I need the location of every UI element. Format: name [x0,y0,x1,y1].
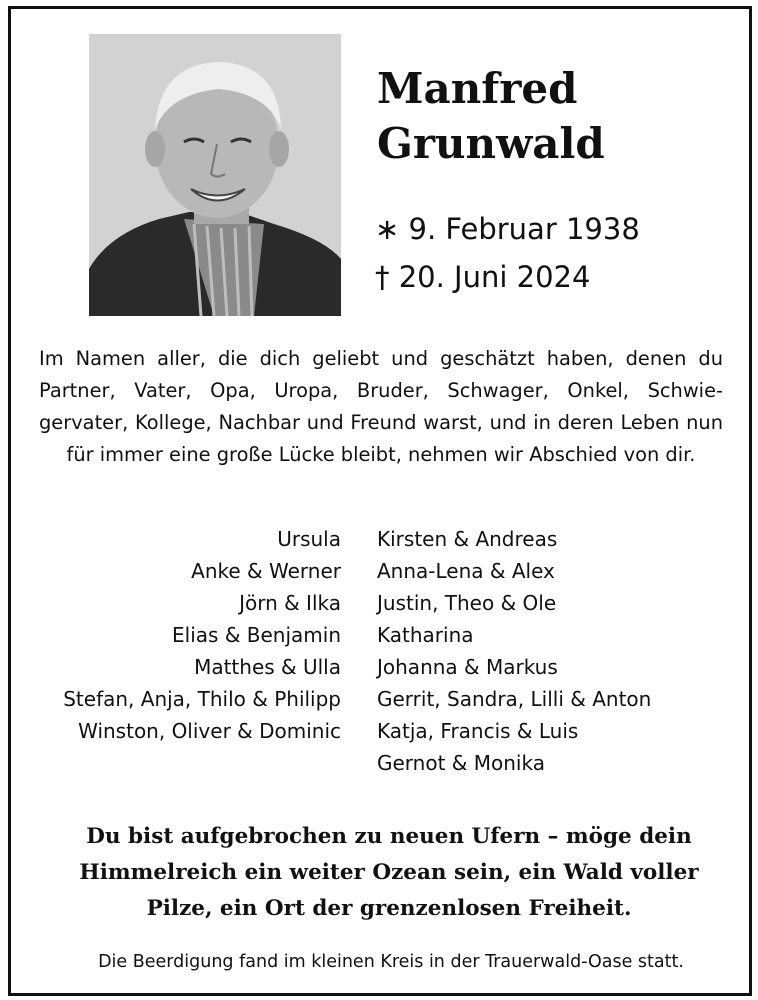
mourner-name: Johanna & Markus [377,655,558,679]
mourner-name: Justin, Theo & Ole [377,591,557,615]
mourner-name: Kirsten & Andreas [377,527,558,551]
portrait-photo [89,34,341,316]
mourners-left-column [29,523,341,747]
mourners-right-column [377,523,747,779]
quote-line: Du bist aufgebrochen zu neuen Ufern – möge dein [86,824,692,849]
obituary-frame [8,6,752,996]
mourner-name: Gernot & Monika [377,751,545,775]
mourner-name: Gerrit, Sandra, Lilli & Anton [377,687,652,711]
quote-line: Pilze, ein Ort der grenzenlosen Freiheit. [146,896,632,921]
death-date: † 20. Juni 2024 [375,260,591,294]
mourner-name: Katja, Francis & Luis [377,719,579,743]
deceased-name [377,61,605,171]
quote-line: Himmelreich ein weiter Ozean sein, ein Wald voller [79,860,699,885]
last-name: Grunwald [377,119,605,168]
mourner-name: Anna-Lena & Alex [377,559,555,583]
first-name: Manfred [377,64,578,113]
memorial-quote [29,819,749,927]
mourner-name: Matthes & Ulla [194,655,341,679]
life-dates [375,205,640,301]
intro-text: Im Namen aller, die dich geliebt und geschätzt haben, denen du Partner, Vater, Opa, Uropa, Bruder, Schwager, Onkel, Schwie-gervater, Kollege, Nachbar und Freund warst, und in deren Leben nun für immer eine große Lücke bleibt, nehmen wir Abschied von dir. [39,347,723,466]
mourner-name: Winston, Oliver & Dominic [78,719,341,743]
mourner-name: Ursula [277,527,341,551]
mourner-name: Katharina [377,623,474,647]
mourner-name: Elias & Benjamin [172,623,341,647]
mourner-name: Jörn & Ilka [239,591,341,615]
birth-date: ∗ 9. Februar 1938 [375,212,640,246]
portrait-image [89,34,341,316]
funeral-note: Die Beerdigung fand im kleinen Kreis in der Trauerwald-Oase statt. [98,952,684,972]
mourner-name: Stefan, Anja, Thilo & Philipp [63,687,341,711]
mourner-name: Anke & Werner [191,559,341,583]
